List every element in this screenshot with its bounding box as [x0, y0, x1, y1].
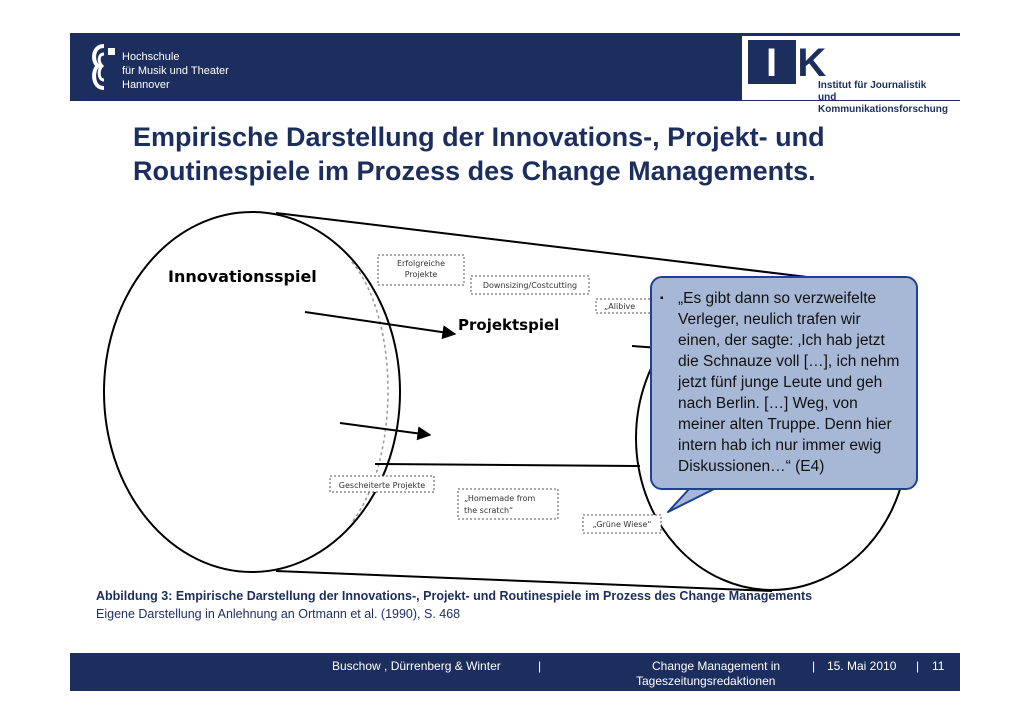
project-game-label: Projektspiel	[458, 316, 560, 334]
downsizing-label: Downsizing/Costcutting	[482, 281, 578, 290]
ijk-letter-j: J	[776, 41, 798, 85]
quote-callout	[650, 276, 918, 490]
ijk-letter-k: K	[797, 41, 826, 85]
footer-bar	[70, 653, 960, 691]
quote-line-2: Verleger, neulich trafen wir	[678, 311, 861, 328]
failed-projects-label: Gescheiterte Projekte	[338, 481, 426, 490]
quote-line-9: Diskussionen…“ (E4)	[678, 458, 825, 475]
footer-topic-line-1: Change Management in	[652, 659, 781, 673]
homemade-label-2: the scratch“	[464, 506, 514, 515]
footer-separator-3: |	[916, 659, 920, 673]
footer-separator-1: |	[538, 659, 542, 673]
ijk-line-2: und Kommunikationsforschung	[818, 92, 949, 115]
figure-source: Eigene Darstellung in Anlehnung an Ortmann et al. (1990), S. 468	[96, 607, 461, 621]
hochschule-line-3: Hannover	[122, 79, 170, 91]
greenfield-label: „Grüne Wiese“	[592, 520, 652, 529]
successful-projects-label-1: Erfolgreiche	[396, 259, 446, 268]
successful-projects-label-2: Projekte	[404, 270, 438, 279]
ijk-letter-i: I	[766, 41, 777, 85]
innovation-circle	[104, 212, 400, 572]
quote-line-7: meiner alten Truppe. Denn hier	[678, 416, 892, 433]
homemade-label-1: „Homemade from	[464, 494, 536, 503]
title-line-1: Empirische Darstellung der Innovations-, Projekt- und	[133, 122, 825, 152]
ijk-line-1: Institut für Journalistik	[818, 80, 927, 91]
innovation-game-label: Innovationsspiel	[168, 267, 317, 286]
footer-separator-2: |	[812, 659, 816, 673]
quote-line-5: jetzt fünf junge Leute und geh	[678, 374, 883, 391]
footer-authors: Buschow , Dürrenberg & Winter	[332, 659, 501, 673]
quote-line-4: die Schnauze voll […], ich nehm	[678, 353, 900, 370]
footer-page-number: 11	[932, 659, 945, 673]
footer-date: 15. Mai 2010	[827, 659, 897, 673]
quote-line-3: einen, der sagte: ‚Ich hab jetzt	[678, 332, 885, 349]
footer-topic-line-2: Tageszeitungsredaktionen	[636, 674, 776, 688]
quote-line-8: intern hab ich nur immer ewig	[678, 437, 882, 454]
quote-line-6: nach Berlin. […] Weg, von	[678, 395, 858, 412]
title-line-2: Routinespiele im Prozess des Change Managements.	[133, 156, 816, 186]
figure-caption: Abbildung 3: Empirische Darstellung der Innovations-, Projekt- und Routinespiele im Prozess des Change Managements	[96, 589, 813, 603]
hochschule-line-2: für Musik und Theater	[122, 65, 229, 77]
hochschule-line-1: Hochschule	[122, 51, 180, 63]
quote-bullet-icon: ▪	[660, 293, 664, 304]
belt-line-bottom	[276, 571, 772, 591]
alibi-label: „Alibive	[604, 302, 636, 311]
arrow-lower	[375, 464, 640, 466]
quote-line-1: „Es gibt dann so verzweifelte	[678, 290, 877, 307]
